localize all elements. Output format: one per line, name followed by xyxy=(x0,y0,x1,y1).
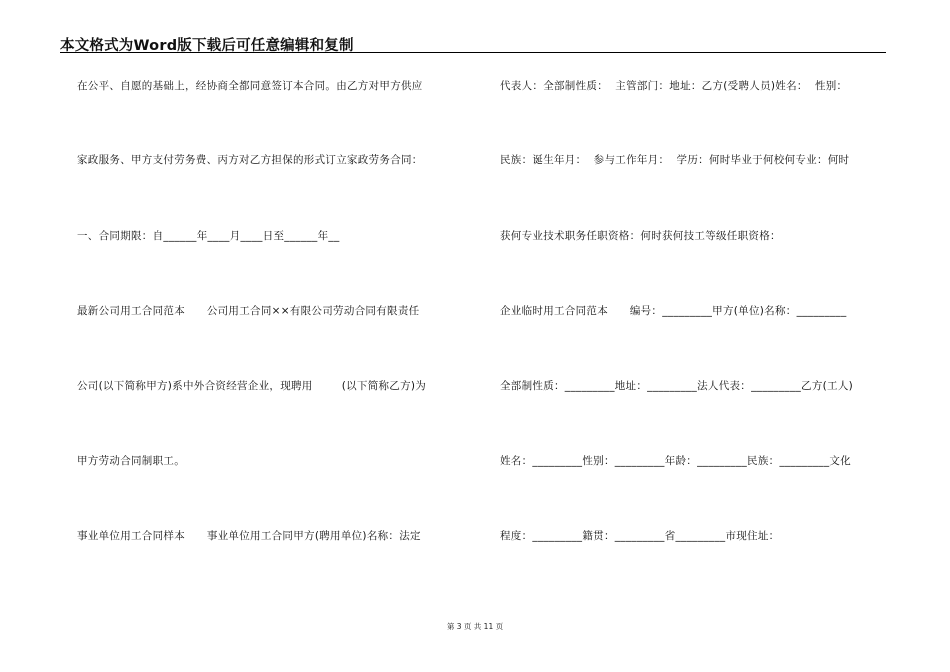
right-line-3: 获何专业技术职务任职资格：何时获何技工等级任职资格： xyxy=(500,230,781,242)
right-line-6: 姓名：_________性别：_________年龄：_________民族：_________文化 xyxy=(500,455,851,467)
left-line-6: 甲方劳动合同制职工。 xyxy=(77,455,185,467)
right-line-7: 程度：_________籍贯：_________省_________市现住址： xyxy=(500,530,780,542)
page-header-title: 本文格式为Word版下载后可任意编辑和复制 xyxy=(60,38,354,54)
right-line-5: 全部制性质：_________地址：_________法人代表：_________乙方(工人) xyxy=(500,380,854,392)
right-line-4: 企业临时用工合同范本 编号：_________甲方(单位)名称：_________ xyxy=(500,305,847,317)
left-line-1: 在公平、自愿的基础上，经协商全都同意签订本合同。由乙方对甲方供应 xyxy=(77,80,423,92)
left-line-5: 公司(以下简称甲方)系中外合资经营企业，现聘用 (以下简称乙方)为 xyxy=(77,380,427,392)
left-line-4: 最新公司用工合同范本 公司用工合同××有限公司劳动合同有限责任 xyxy=(77,305,420,317)
right-line-2: 民族：诞生年月： 参与工作年月： 学历：何时毕业于何校何专业：何时 xyxy=(500,154,850,166)
header-divider xyxy=(60,52,886,53)
page-number-footer: 第 3 页 共 11 页 xyxy=(446,622,504,631)
right-line-1: 代表人：全部制性质： 主管部门：地址：乙方(受聘人员)姓名： 性别： xyxy=(500,80,848,92)
left-line-7: 事业单位用工合同样本 事业单位用工合同甲方(聘用单位)名称：法定 xyxy=(77,530,421,542)
left-line-2: 家政服务、甲方支付劳务费、丙方对乙方担保的形式订立家政劳务合同： xyxy=(77,154,423,166)
left-line-3: 一、合同期限：自______年____月____日至______年__ xyxy=(77,230,340,242)
